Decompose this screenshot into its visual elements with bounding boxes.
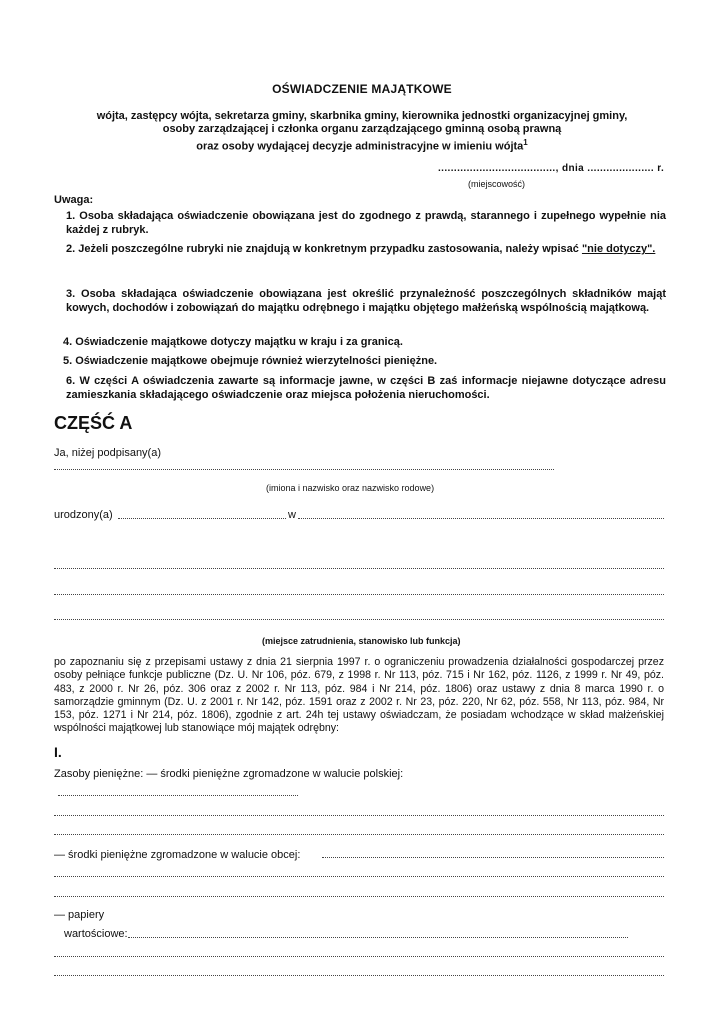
declaration-text: po zapoznaniu się z przepisami ustawy z dnia 21 sierpnia 1997 r. o ograniczeniu prowadzenia działalności gospodarczej przez osoby pełniące funkcje publiczne (Dz. U. Nr 106, póz. 679, z 1998 r. Nr 113, póz. 715 i Nr 162, póz. 1126, z 1999 r. Nr 49, póz. 483, z 2000 r. Nr 26, póz. 306 oraz z 2002 r. Nr 113, póz. 984 i Nr 214, póz. 1806) oraz ustawy z dnia 8 marca 1990 r. o samorządzie gminnym (Dz. U. z 2001 r. Nr 142, póz. 1591 oraz z 2002 r. Nr 23, póz. 220, Nr 62, póz. 558, Nr 113, póz. 984, Nr 153, póz. 1271 i Nr 214, póz. 1806), zgodnie z art. 24h tej ustawy oświadczam, że posiadam wchodzące w skład małżeńskiej wspólności majątkowej lub stanowiące mój majątek odrębny:	[54, 656, 664, 735]
cash-pln-label: Zasoby pieniężne: — środki pieniężne zgromadzone w walucie polskiej:	[54, 768, 404, 780]
cash-foreign-label: — środki pieniężne zgromadzone w walucie obcej:	[54, 849, 301, 861]
workplace-label: (miejsce zatrudnienia, stanowisko lub funkcja)	[262, 636, 461, 646]
securities-field-3[interactable]	[54, 975, 664, 976]
section-i-heading: I.	[54, 744, 62, 760]
birth-place-field[interactable]	[298, 518, 664, 519]
nie-dotyczy-text: "nie dotyczy".	[581, 243, 656, 255]
securities-field-1[interactable]	[128, 937, 628, 938]
cash-foreign-field-3[interactable]	[54, 896, 664, 897]
signed-label: Ja, niżej podpisany(a)	[54, 447, 162, 459]
note-4: 4. Oświadczenie majątkowe dotyczy majątku w kraju i za granicą.	[63, 336, 403, 348]
note-6: 6. W części A oświadczenia zawarte są informacje jawne, w części B zaś informacje niejawne dotyczące adresu zamieszkania składającego oświadczenie oraz miejsca położenia nieruchomości.	[66, 375, 666, 401]
securities-label-2: wartościowe:	[64, 928, 128, 940]
names-label: (imiona i nazwisko oraz nazwisko rodowe)	[266, 483, 435, 493]
cash-pln-field-3[interactable]	[54, 834, 664, 835]
workplace-field-1[interactable]	[54, 568, 664, 569]
place-date-field[interactable]: ....................................., dnia ..................... r.	[438, 163, 665, 174]
cash-foreign-field-2[interactable]	[54, 876, 664, 877]
cash-foreign-field-1[interactable]	[322, 857, 664, 858]
subtitle-line-1: wójta, zastępcy wójta, sekretarza gminy, skarbnika gminy, kierownika jednostki organizacyjnej gminy,	[96, 110, 628, 122]
cash-pln-field-1[interactable]	[58, 795, 298, 796]
note-3: 3. Osoba składająca oświadczenie obowiązana jest określić przynależność poszczególnych składników mająt kowych, dochodów i zobowiązań do majątku odrębnego i majątku objętego małżeńską wspólnością majątkową.	[66, 288, 666, 314]
note-5: 5. Oświadczenie majątkowe obejmuje również wierzytelności pieniężne.	[63, 355, 438, 367]
securities-label-1: — papiery	[54, 909, 105, 921]
securities-field-2[interactable]	[54, 956, 664, 957]
notes-heading: Uwaga:	[54, 194, 94, 206]
note-2: 2. Jeżeli poszczególne rubryki nie znajdują w konkretnym przypadku zastosowania, należy wpisać "nie dotyczy".	[66, 243, 656, 255]
part-a-heading: CZĘŚĆ A	[54, 413, 133, 433]
workplace-field-3[interactable]	[54, 619, 664, 620]
document-title: OŚWIADCZENIE MAJĄTKOWE	[272, 82, 452, 96]
birth-date-field[interactable]	[118, 518, 286, 519]
footnote-mark: 1	[523, 138, 528, 147]
names-field[interactable]	[54, 469, 554, 470]
workplace-field-2[interactable]	[54, 594, 664, 595]
subtitle-line-3: oraz osoby wydającej decyzje administracyjne w imieniu wójta$^1$	[196, 138, 528, 153]
subtitle-line-2: osoby zarządzającej i członka organu zarządzającego gminną osobą prawną	[162, 123, 562, 135]
cash-pln-field-2[interactable]	[54, 815, 664, 816]
born-in-label: w	[288, 509, 296, 521]
born-label: urodzony(a)	[54, 509, 113, 521]
note-1: 1. Osoba składająca oświadczenie obowiązana jest do zgodnego z prawdą, starannego i zupełnego wypełnie nia każdej z rubryk.	[66, 210, 666, 236]
place-label: (miejscowość)	[468, 179, 526, 189]
